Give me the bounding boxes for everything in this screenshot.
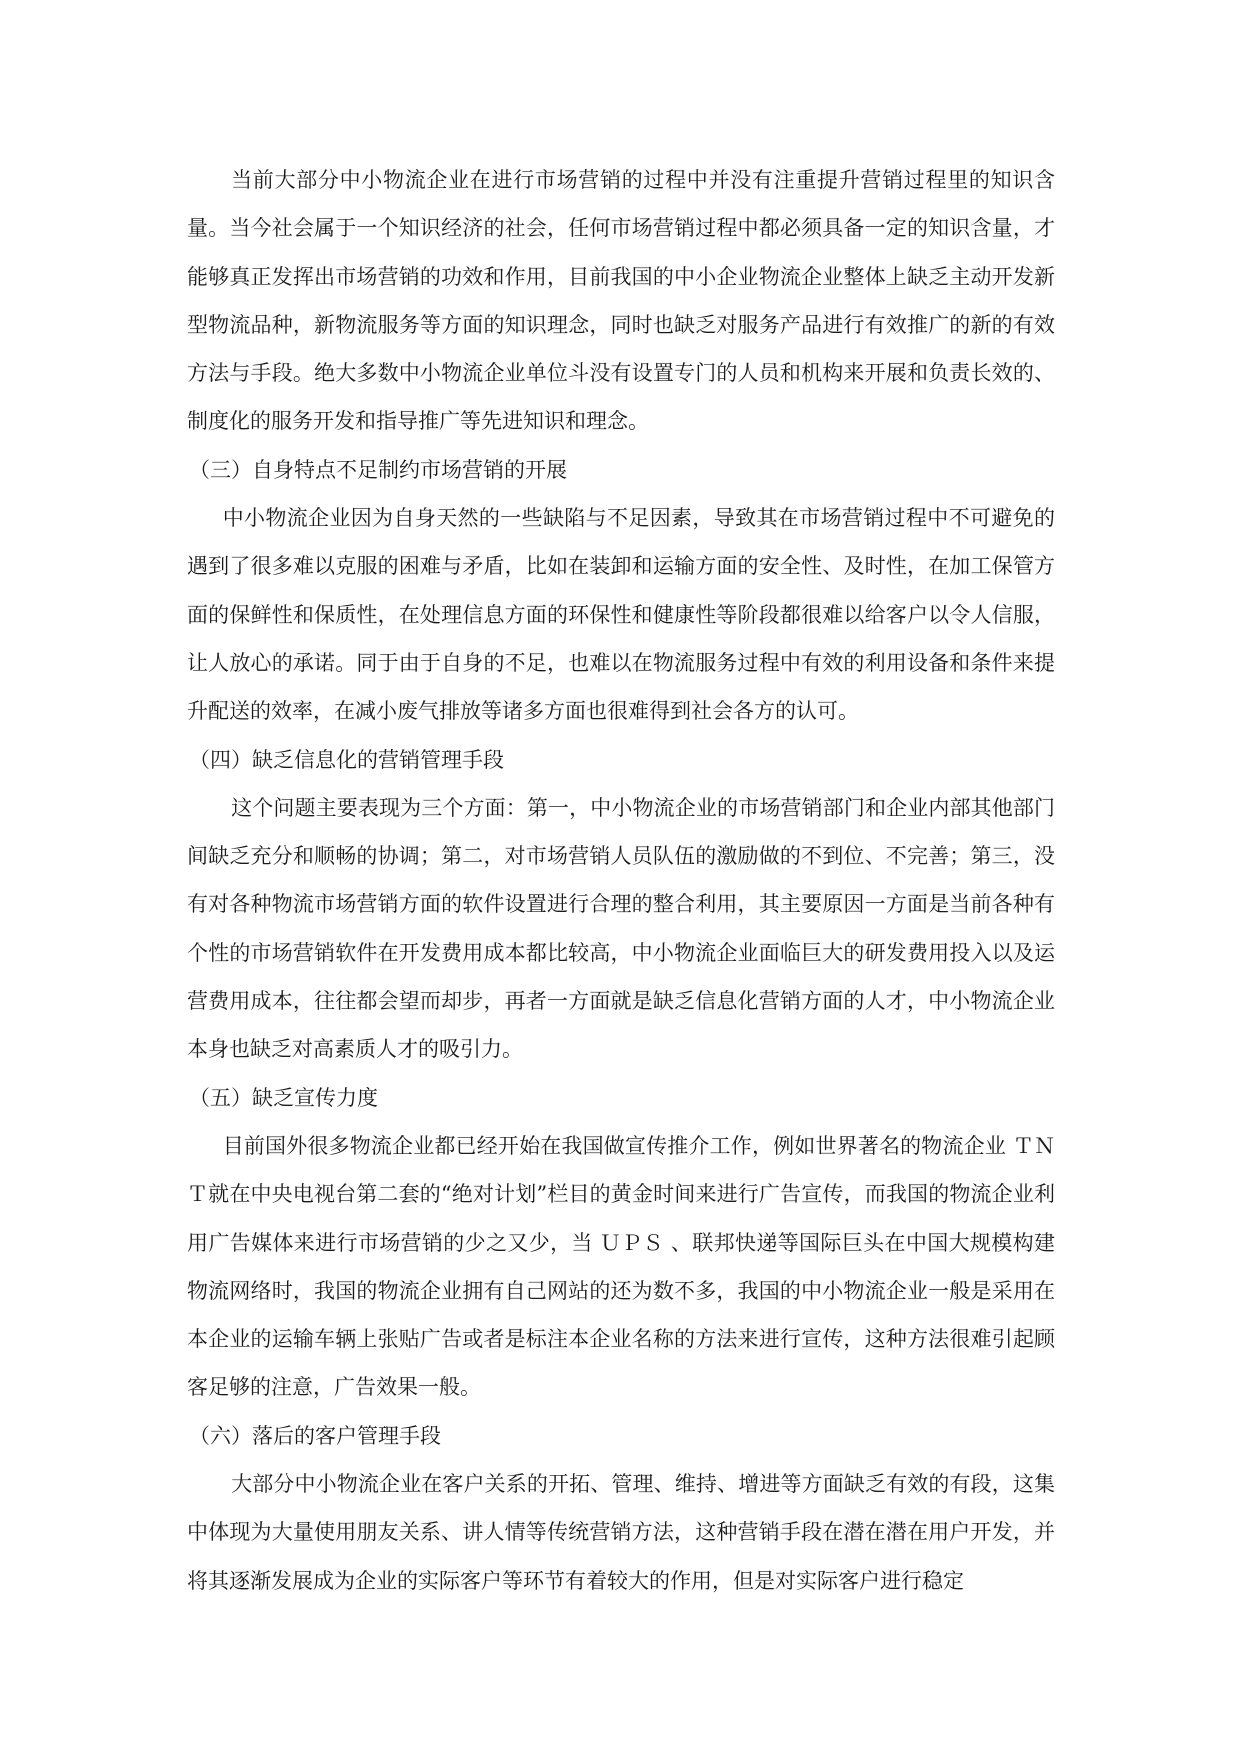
section-heading-4: （四）缺乏信息化的营销管理手段: [189, 747, 504, 772]
section-heading-6: （六）落后的客户管理手段: [189, 1423, 441, 1448]
section-heading-3: （三）自身特点不足制约市场营销的开展: [189, 457, 567, 482]
paragraph-informatization: 这个问题主要表现为三个方面：第一，中小物流企业的市场营销部门和企业内部其他部门间缺乏充分和顺畅的协调；第二，对市场营销人员队伍的激励做的不到位、不完善；第三，没有对各种物流市场营销方面的软件设置进行合理的整合利用，其主要原因一方面是当前各种有个性的市场营销软件在开发费用成本都比较高，中小物流企业面临巨大的研发费用投入以及运营费用成本，往往都会望而却步，再者一方面就是缺乏信息化营销方面的人才，中小物流企业本身也缺乏对高素质人才的吸引力。: [187, 795, 1055, 1062]
paragraph-customer-management: 大部分中小物流企业在客户关系的开拓、管理、维持、增进等方面缺乏有效的有段，这集中体现为大量使用朋友关系、讲人情等传统营销方法，这种营销手段在潜在潜在用户开发，并将其逐渐发展成为企业的实际客户等环节有着较大的作用，但是对实际客户进行稳定: [187, 1472, 1055, 1593]
document-body: [187, 156, 1055, 1605]
paragraph-self-limitations: 中小物流企业因为自身天然的一些缺陷与不足因素，导致其在市场营销过程中不可避免的遇到了很多难以克服的困难与矛盾，比如在装卸和运输方面的安全性、及时性，在加工保管方面的保鲜性和保质性，在处理信息方面的环保性和健康性等阶段都很难以给客户以令人信服，让人放心的承诺。同于由于自身的不足，也难以在物流服务过程中有效的利用设备和条件来提升配送的效率，在减小废气排放等诸多方面也很难得到社会各方的认可。: [187, 506, 1055, 724]
section-heading-5: （五）缺乏宣传力度: [189, 1085, 378, 1110]
paragraph-knowledge-content: 当前大部分中小物流企业在进行市场营销的过程中并没有注重提升营销过程里的知识含量。当今社会属于一个知识经济的社会，任何市场营销过程中都必须具备一定的知识含量，才能够真正发挥出市场营销的功效和作用，目前我国的中小企业物流企业整体上缺乏主动开发新型物流品种，新物流服务等方面的知识理念，同时也缺乏对服务产品进行有效推广的新的有效方法与手段。绝大多数中小物流企业单位斗没有设置专门的人员和机构来开展和负责长效的、制度化的服务开发和指导推广等先进知识和理念。: [187, 168, 1055, 434]
paragraph-publicity: 目前国外很多物流企业都已经开始在我国做宣传推介工作，例如世界著名的物流企业 ＴＮＴ就在中央电视台第二套的“绝对计划”栏目的黄金时间来进行广告宣传，而我国的物流企业利用广告媒体来进行市场营销的少之又少，当 ＵＰＳ 、联邦快递等国际巨头在中国大规模构建物流网络时，我国的物流企业拥有自己网站的还为数不多，我国的中小物流企业一般是采用在本企业的运输车辆上张贴广告或者是标注本企业名称的方法来进行宣传，这种方法很难引起顾客足够的注意，广告效果一般。: [187, 1133, 1055, 1400]
